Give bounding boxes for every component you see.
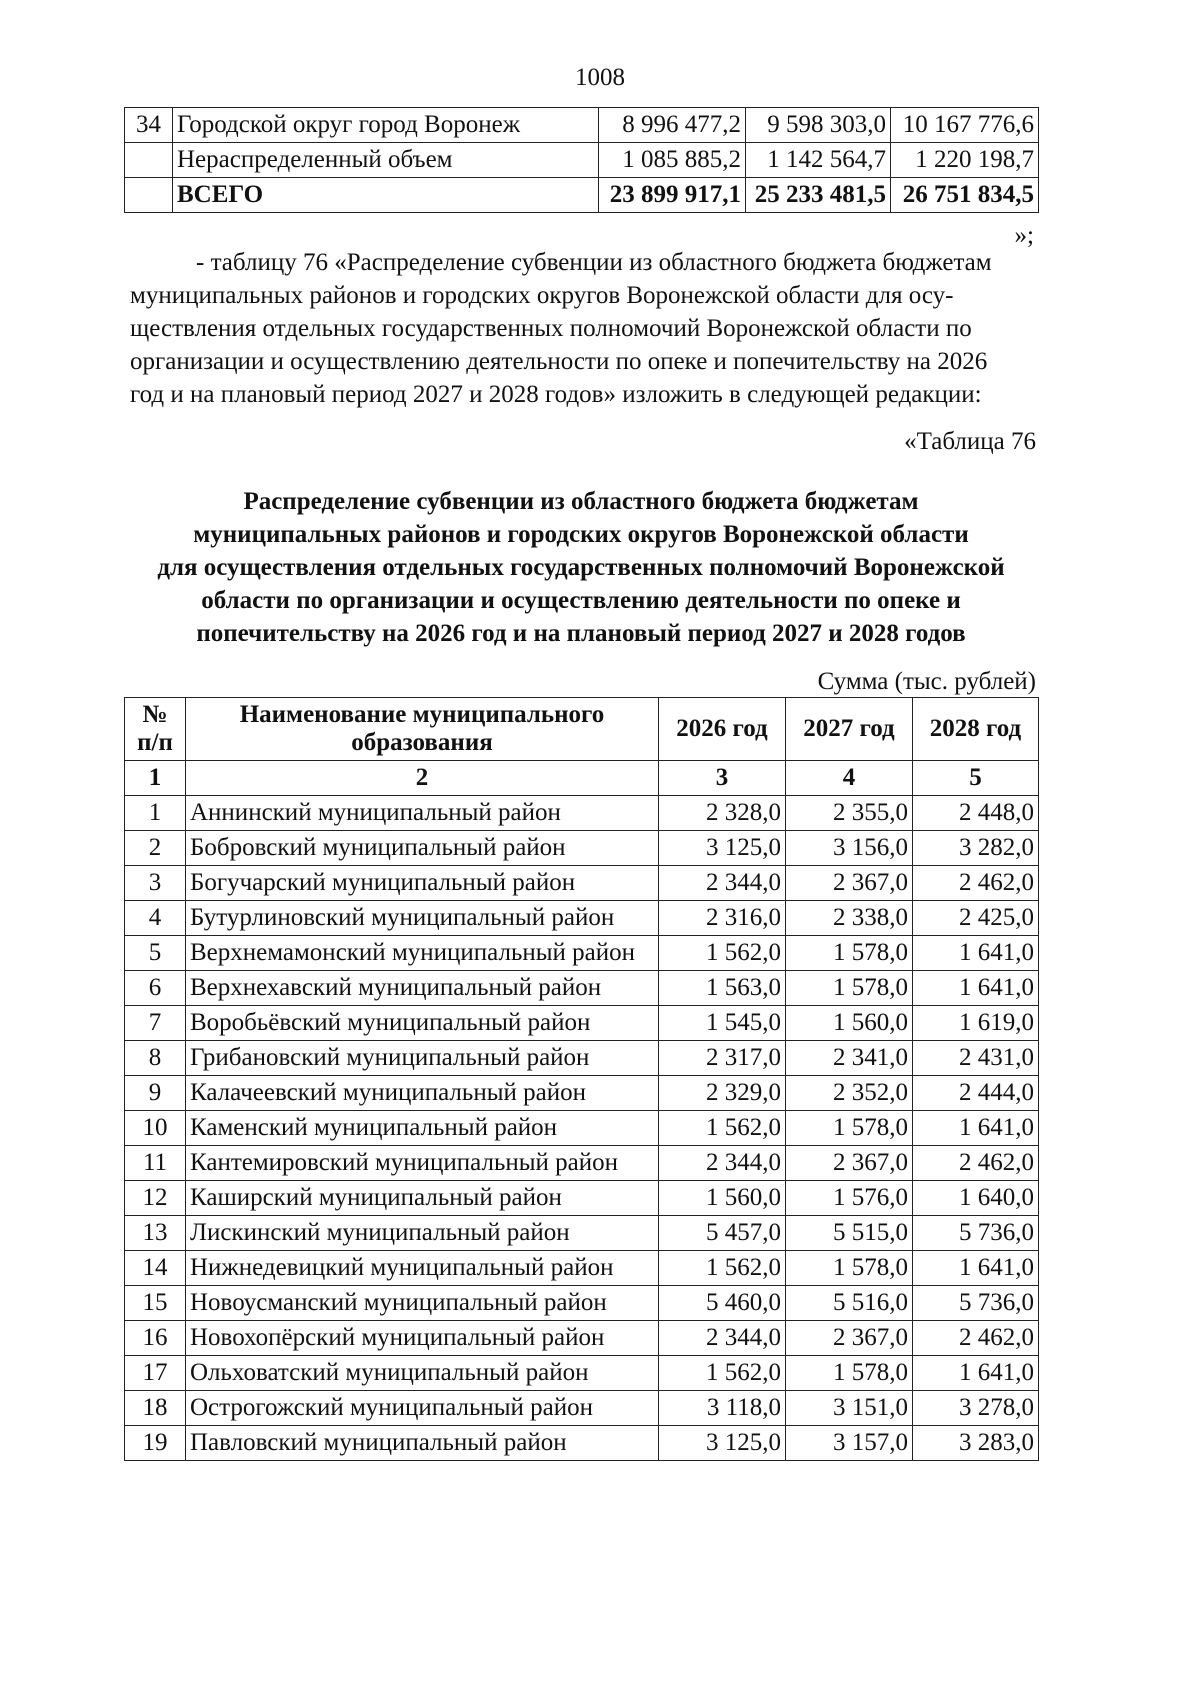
table-row (125, 971, 1039, 1006)
value-2027: 2 352,0 (786, 1076, 913, 1111)
value-2026: 1 562,0 (659, 1111, 786, 1146)
value-2028: 5 736,0 (913, 1286, 1039, 1321)
value-2026: 2 328,0 (659, 796, 786, 831)
row-number: 10 (125, 1111, 186, 1146)
table-row (125, 866, 1039, 901)
value-2027: 2 367,0 (786, 866, 913, 901)
row-name: Лискинский муниципальный район (186, 1216, 659, 1251)
page-number: 1008 (575, 64, 625, 91)
table-row (125, 178, 1039, 213)
value-2027: 1 578,0 (786, 1251, 913, 1286)
table-row (125, 143, 1039, 178)
table-row (125, 1286, 1039, 1321)
value-2026: 1 545,0 (659, 1006, 786, 1041)
column-number: 2 (186, 761, 659, 796)
column-number: 4 (786, 761, 913, 796)
value-2027: 2 355,0 (786, 796, 913, 831)
value-2026: 1 560,0 (659, 1181, 786, 1216)
row-name: Аннинский муниципальный район (186, 796, 659, 831)
table-header-row (125, 698, 1039, 761)
row-number: 15 (125, 1286, 186, 1321)
column-number: 3 (659, 761, 786, 796)
table-row (125, 1356, 1039, 1391)
title-line: попечительству на 2026 год и на плановый период 2027 и 2028 годов (196, 620, 966, 647)
row-name: Верхнемамонский муниципальный район (186, 936, 659, 971)
value-2028: 5 736,0 (913, 1216, 1039, 1251)
table-label: «Таблица 76 (904, 428, 1036, 455)
column-number: 5 (913, 761, 1039, 796)
value-2026: 5 457,0 (659, 1216, 786, 1251)
value-2027: 5 515,0 (786, 1216, 913, 1251)
row-name: Городской округ город Воронеж (173, 108, 599, 143)
header-2027: 2027 год (786, 698, 913, 761)
paragraph-line: - таблицу 76 «Распределение субвенции из областного бюджета бюджетам (196, 249, 992, 276)
table-row (125, 1391, 1039, 1426)
value-2028: 1 641,0 (913, 971, 1039, 1006)
title-line: Распределение субвенции из областного бюджета бюджетам (243, 488, 919, 515)
header-num: № п/п (125, 698, 186, 761)
table-row (125, 1181, 1039, 1216)
value-2028: 3 283,0 (913, 1426, 1039, 1461)
row-name: Богучарский муниципальный район (186, 866, 659, 901)
row-name: Воробьёвский муниципальный район (186, 1006, 659, 1041)
value-2027: 25 233 481,5 (746, 178, 891, 213)
title-line: области по организации и осуществлению деятельности по опеке и (201, 587, 961, 614)
value-2027: 1 578,0 (786, 1111, 913, 1146)
row-number (125, 143, 173, 178)
value-2027: 5 516,0 (786, 1286, 913, 1321)
column-number: 1 (125, 761, 186, 796)
header-2028: 2028 год (913, 698, 1039, 761)
row-name: Павловский муниципальный район (186, 1426, 659, 1461)
value-2027: 1 578,0 (786, 971, 913, 1006)
row-number: 8 (125, 1041, 186, 1076)
value-2027: 1 142 564,7 (746, 143, 891, 178)
table-row (125, 1251, 1039, 1286)
row-number: 6 (125, 971, 186, 1006)
row-name: Новохопёрский муниципальный район (186, 1321, 659, 1356)
header-name: Наименование муниципального образования (186, 698, 659, 761)
table-row (125, 1426, 1039, 1461)
row-number: 14 (125, 1251, 186, 1286)
row-number: 13 (125, 1216, 186, 1251)
value-2026: 2 344,0 (659, 1321, 786, 1356)
value-2027: 1 578,0 (786, 1356, 913, 1391)
table-row (125, 1076, 1039, 1111)
value-2026: 1 562,0 (659, 936, 786, 971)
row-number: 11 (125, 1146, 186, 1181)
row-name: Ольховатский муниципальный район (186, 1356, 659, 1391)
paragraph-line: муниципальных районов и городских округов Воронежской области для осу- (130, 282, 954, 309)
value-2028: 10 167 776,6 (891, 108, 1039, 143)
table-row (125, 1216, 1039, 1251)
value-2026: 3 118,0 (659, 1391, 786, 1426)
value-2027: 2 367,0 (786, 1321, 913, 1356)
table-title (124, 485, 1038, 650)
row-number: 3 (125, 866, 186, 901)
value-2028: 2 462,0 (913, 866, 1039, 901)
row-number: 4 (125, 901, 186, 936)
table-row (125, 1041, 1039, 1076)
value-2027: 2 367,0 (786, 1146, 913, 1181)
row-number (125, 178, 173, 213)
value-2026: 3 125,0 (659, 831, 786, 866)
row-name: Верхнехавский муниципальный район (186, 971, 659, 1006)
value-2028: 1 641,0 (913, 1356, 1039, 1391)
value-2028: 2 448,0 (913, 796, 1039, 831)
row-number: 7 (125, 1006, 186, 1041)
value-2026: 2 329,0 (659, 1076, 786, 1111)
row-name: Нераспределенный объем (173, 143, 599, 178)
value-2028: 2 425,0 (913, 901, 1039, 936)
row-number: 1 (125, 796, 186, 831)
value-2026: 23 899 917,1 (599, 178, 746, 213)
table-row (125, 796, 1039, 831)
value-2028: 3 278,0 (913, 1391, 1039, 1426)
column-number-row (125, 761, 1039, 796)
paragraph-line: ществления отдельных государственных полномочий Воронежской области по (130, 315, 972, 342)
value-2026: 1 562,0 (659, 1356, 786, 1391)
row-number: 19 (125, 1426, 186, 1461)
value-2028: 2 462,0 (913, 1321, 1039, 1356)
row-number: 2 (125, 831, 186, 866)
value-2028: 26 751 834,5 (891, 178, 1039, 213)
closing-quote: »; (1014, 222, 1034, 249)
value-2026: 2 316,0 (659, 901, 786, 936)
value-2027: 2 338,0 (786, 901, 913, 936)
value-2026: 2 344,0 (659, 866, 786, 901)
value-2028: 1 641,0 (913, 936, 1039, 971)
value-2027: 1 576,0 (786, 1181, 913, 1216)
table-row (125, 108, 1039, 143)
row-number: 34 (125, 108, 173, 143)
value-2026: 3 125,0 (659, 1426, 786, 1461)
value-2028: 1 640,0 (913, 1181, 1039, 1216)
row-name: ВСЕГО (173, 178, 599, 213)
value-2026: 2 344,0 (659, 1146, 786, 1181)
value-2026: 5 460,0 (659, 1286, 786, 1321)
table-row (125, 1006, 1039, 1041)
row-number: 12 (125, 1181, 186, 1216)
value-2028: 1 641,0 (913, 1251, 1039, 1286)
value-2028: 2 462,0 (913, 1146, 1039, 1181)
value-2026: 1 562,0 (659, 1251, 786, 1286)
header-2026: 2026 год (659, 698, 786, 761)
unit-label: Сумма (тыс. рублей) (817, 668, 1036, 695)
row-name: Каширский муниципальный район (186, 1181, 659, 1216)
value-2027: 1 560,0 (786, 1006, 913, 1041)
table-row (125, 1146, 1039, 1181)
row-name: Нижнедевицкий муниципальный район (186, 1251, 659, 1286)
value-2027: 3 157,0 (786, 1426, 913, 1461)
value-2028: 2 444,0 (913, 1076, 1039, 1111)
value-2026: 8 996 477,2 (599, 108, 746, 143)
amendment-paragraph (130, 246, 1036, 411)
row-name: Кантемировский муниципальный район (186, 1146, 659, 1181)
row-name: Бобровский муниципальный район (186, 831, 659, 866)
value-2027: 9 598 303,0 (746, 108, 891, 143)
paragraph-line: организации и осуществлению деятельности по опеке и попечительству на 2026 (130, 348, 988, 375)
row-name: Калачеевский муниципальный район (186, 1076, 659, 1111)
paragraph-line: год и на плановый период 2027 и 2028 годов» изложить в следующей редакции: (130, 381, 982, 408)
value-2027: 1 578,0 (786, 936, 913, 971)
value-2027: 3 156,0 (786, 831, 913, 866)
row-name: Острогожский муниципальный район (186, 1391, 659, 1426)
row-number: 18 (125, 1391, 186, 1426)
value-2026: 2 317,0 (659, 1041, 786, 1076)
subvention-table (124, 697, 1039, 1461)
row-name: Каменский муниципальный район (186, 1111, 659, 1146)
table-row (125, 831, 1039, 866)
row-number: 16 (125, 1321, 186, 1356)
table-row (125, 1321, 1039, 1356)
row-number: 9 (125, 1076, 186, 1111)
row-number: 17 (125, 1356, 186, 1391)
row-name: Бутурлиновский муниципальный район (186, 901, 659, 936)
title-line: муниципальных районов и городских округов Воронежской области (193, 521, 969, 548)
value-2026: 1 085 885,2 (599, 143, 746, 178)
value-2028: 3 282,0 (913, 831, 1039, 866)
value-2027: 2 341,0 (786, 1041, 913, 1076)
previous-table-continuation (124, 107, 1039, 213)
value-2028: 1 619,0 (913, 1006, 1039, 1041)
row-name: Грибановский муниципальный район (186, 1041, 659, 1076)
title-line: для осуществления отдельных государственных полномочий Воронежской (157, 554, 1005, 581)
table-row (125, 936, 1039, 971)
value-2028: 2 431,0 (913, 1041, 1039, 1076)
value-2028: 1 220 198,7 (891, 143, 1039, 178)
table-row (125, 1111, 1039, 1146)
value-2026: 1 563,0 (659, 971, 786, 1006)
value-2027: 3 151,0 (786, 1391, 913, 1426)
row-name: Новоусманский муниципальный район (186, 1286, 659, 1321)
row-number: 5 (125, 936, 186, 971)
value-2028: 1 641,0 (913, 1111, 1039, 1146)
table-row (125, 901, 1039, 936)
